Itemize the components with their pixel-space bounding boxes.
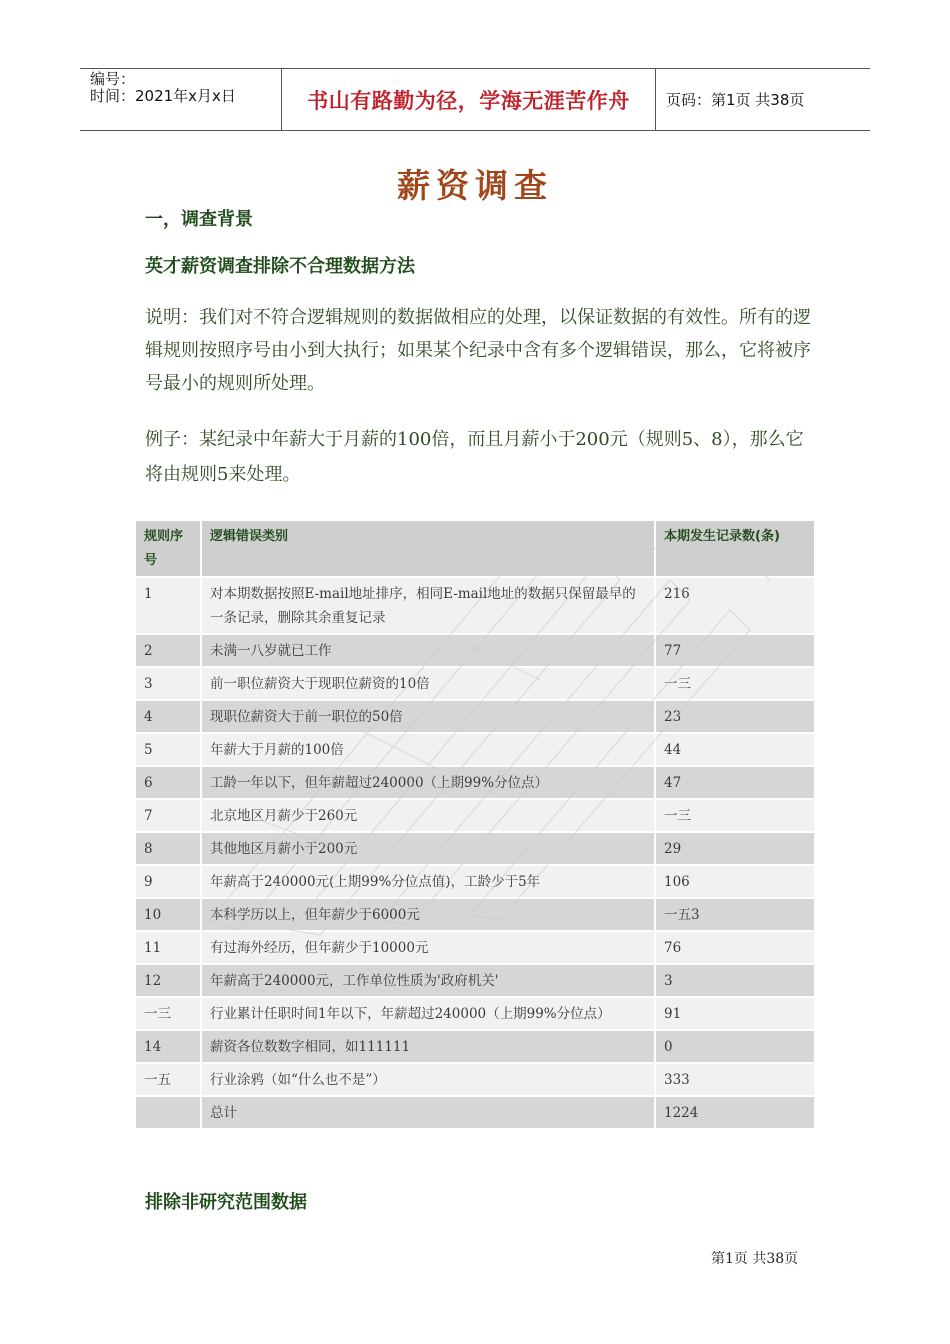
cell-record-count: 47 xyxy=(656,767,814,798)
cell-error-category: 年薪高于240000元，工作单位性质为'政府机关' xyxy=(202,965,654,996)
cell-record-count: 91 xyxy=(656,998,814,1029)
table-row xyxy=(136,1064,814,1095)
cell-rule-number: 1 xyxy=(136,578,200,633)
table-row xyxy=(136,668,814,699)
paragraph-example: 例子：某纪录中年薪大于月薪的100倍，而且月薪小于200元（规则5、8），那么它将由规则5来处理。 xyxy=(145,429,804,485)
cell-record-count: 44 xyxy=(656,734,814,765)
cell-rule-number: 7 xyxy=(136,800,200,831)
table-header-row xyxy=(136,521,814,576)
header-motto: 书山有路勤为径，学海无涯苦作舟 xyxy=(282,69,656,130)
cell-error-category: 年薪大于月薪的100倍 xyxy=(202,734,654,765)
cell-error-category: 薪资各位数数字相同，如111111 xyxy=(202,1031,654,1062)
cell-error-category: 年薪高于240000元(上期99%分位点值)，工龄少于5年 xyxy=(202,866,654,897)
cell-rule-number: 10 xyxy=(136,899,200,930)
table-row xyxy=(136,635,814,666)
table-row xyxy=(136,998,814,1029)
cell-rule-number: 8 xyxy=(136,833,200,864)
cell-error-category: 对本期数据按照E-mail地址排序，相同E-mail地址的数据只保留最早的一条记录，删除其余重复记录 xyxy=(202,578,654,633)
cell-error-category: 有过海外经历，但年薪少于10000元 xyxy=(202,932,654,963)
cell-error-category: 总计 xyxy=(202,1097,654,1128)
section-heading-exclude: 排除非研究范围数据 xyxy=(145,1192,307,1213)
cell-error-category: 本科学历以上，但年薪少于6000元 xyxy=(202,899,654,930)
cell-record-count: 333 xyxy=(656,1064,814,1095)
header-number: 编号： xyxy=(90,70,136,88)
header-rule-number: 规则序号 xyxy=(136,521,200,576)
cell-record-count: 0 xyxy=(656,1031,814,1062)
table-row xyxy=(136,965,814,996)
cell-record-count: 106 xyxy=(656,866,814,897)
cell-rule-number xyxy=(136,1097,200,1128)
cell-record-count: 216 xyxy=(656,578,814,633)
cell-record-count: 23 xyxy=(656,701,814,732)
cell-rule-number: 一五 xyxy=(136,1064,200,1095)
cell-record-count: 1224 xyxy=(656,1097,814,1128)
table-row xyxy=(136,800,814,831)
header-time: 时间：2021年x月x日 xyxy=(90,87,236,105)
cell-rule-number: 5 xyxy=(136,734,200,765)
cell-record-count: 29 xyxy=(656,833,814,864)
cell-rule-number: 6 xyxy=(136,767,200,798)
cell-rule-number: 4 xyxy=(136,701,200,732)
cell-record-count: 77 xyxy=(656,635,814,666)
header-record-count: 本期发生记录数(条) xyxy=(656,521,814,576)
cell-error-category: 其他地区月薪小于200元 xyxy=(202,833,654,864)
table-row xyxy=(136,578,814,633)
cell-record-count: 76 xyxy=(656,932,814,963)
table-row xyxy=(136,767,814,798)
table-row xyxy=(136,1031,814,1062)
table-row xyxy=(136,701,814,732)
cell-record-count: 一三 xyxy=(656,800,814,831)
cell-record-count: 3 xyxy=(656,965,814,996)
page-footer: 第1页 共38页 xyxy=(711,1251,799,1267)
page-header xyxy=(80,68,870,131)
header-page-number: 页码：第1页 共38页 xyxy=(666,91,805,109)
cell-rule-number: 2 xyxy=(136,635,200,666)
cell-error-category: 工龄一年以下，但年薪超过240000（上期99%分位点） xyxy=(202,767,654,798)
cell-error-category: 前一职位薪资大于现职位薪资的10倍 xyxy=(202,668,654,699)
subheading-method: 英才薪资调查排除不合理数据方法 xyxy=(145,256,415,277)
cell-record-count: 一三 xyxy=(656,668,814,699)
cell-error-category: 行业累计任职时间1年以下，年薪超过240000（上期99%分位点） xyxy=(202,998,654,1029)
cell-rule-number: 12 xyxy=(136,965,200,996)
rules-table xyxy=(134,519,816,1130)
header-error-category: 逻辑错误类别 xyxy=(202,521,654,576)
cell-error-category: 行业涂鸦（如“什么也不是”） xyxy=(202,1064,654,1095)
table-row xyxy=(136,932,814,963)
cell-rule-number: 9 xyxy=(136,866,200,897)
table-row xyxy=(136,866,814,897)
table-row xyxy=(136,1097,814,1128)
cell-error-category: 现职位薪资大于前一职位的50倍 xyxy=(202,701,654,732)
cell-rule-number: 11 xyxy=(136,932,200,963)
cell-error-category: 未满一八岁就已工作 xyxy=(202,635,654,666)
table-row xyxy=(136,899,814,930)
cell-error-category: 北京地区月薪少于260元 xyxy=(202,800,654,831)
document-title: 薪资调查 xyxy=(397,166,553,205)
cell-rule-number: 一三 xyxy=(136,998,200,1029)
cell-rule-number: 3 xyxy=(136,668,200,699)
table-row xyxy=(136,734,814,765)
cell-rule-number: 14 xyxy=(136,1031,200,1062)
cell-record-count: 一五3 xyxy=(656,899,814,930)
paragraph-explanation: 说明：我们对不符合逻辑规则的数据做相应的处理，以保证数据的有效性。所有的逻辑规则按照序号由小到大执行；如果某个纪录中含有多个逻辑错误，那么，它将被序号最小的规则所处理。 xyxy=(145,307,811,394)
rules-table-body xyxy=(136,578,814,1128)
table-row xyxy=(136,833,814,864)
header-meta xyxy=(80,69,282,130)
section-heading-background: 一，调查背景 xyxy=(145,209,253,230)
